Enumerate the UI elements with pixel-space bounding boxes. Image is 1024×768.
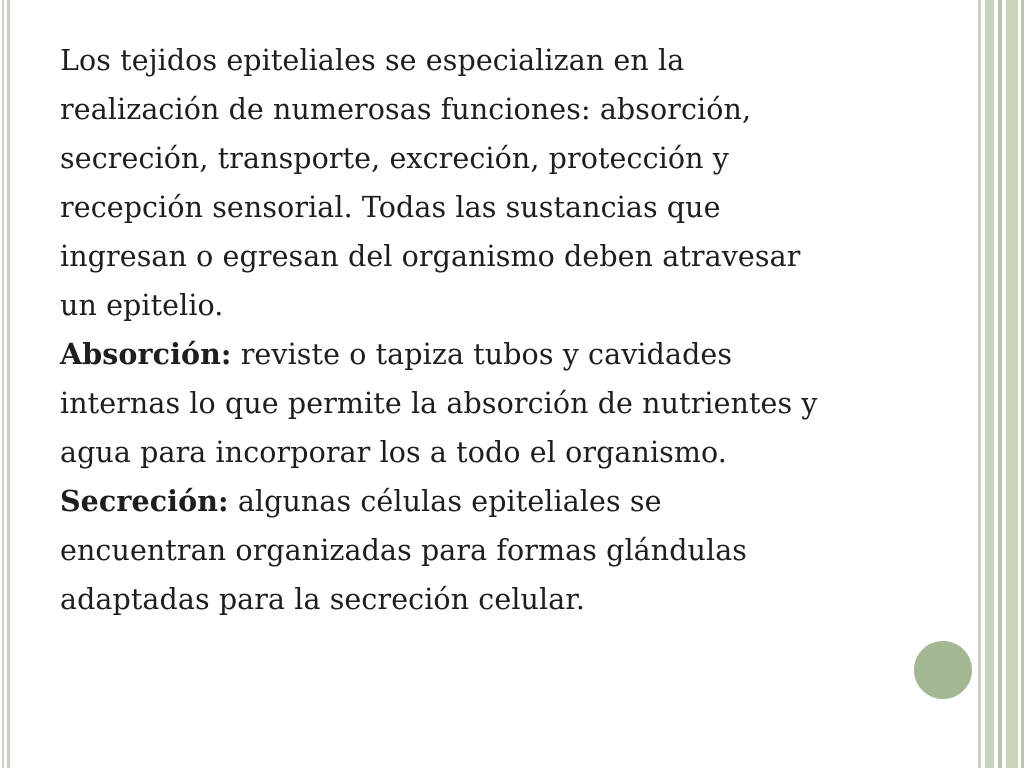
right-border-stripe bbox=[985, 0, 994, 768]
secrecion-text: algunas células epiteliales se bbox=[228, 485, 662, 518]
intro-line-2: realización de numerosas funciones: absorción, bbox=[60, 93, 752, 126]
absorcion-text: reviste o tapiza tubos y cavidades bbox=[231, 338, 733, 371]
intro-line-4: recepción sensorial. Todas las sustancias que bbox=[60, 191, 721, 224]
absorcion-line-1 bbox=[60, 330, 920, 379]
secrecion-line-3: adaptadas para la secreción celular. bbox=[60, 583, 586, 616]
intro-line-3: secreción, transporte, excreción, protección y bbox=[60, 142, 729, 175]
secrecion-line-1 bbox=[60, 477, 920, 526]
intro-line-1: Los tejidos epiteliales se especializan en la bbox=[60, 44, 685, 77]
absorcion-line-2: internas lo que permite la absorción de nutrientes y bbox=[60, 387, 818, 420]
right-border-stripe bbox=[998, 0, 1002, 768]
secrecion-term: Secreción: bbox=[60, 484, 229, 518]
secrecion-line-2: encuentran organizadas para formas glándulas bbox=[60, 534, 748, 567]
right-border-stripe bbox=[1006, 0, 1018, 768]
intro-line-5: ingresan o egresan del organismo deben atravesar bbox=[60, 240, 801, 273]
slide-body-text bbox=[60, 36, 920, 624]
intro-line-6: un epitelio. bbox=[60, 289, 224, 322]
left-border-line bbox=[2, 0, 4, 768]
left-border-line bbox=[7, 0, 10, 768]
absorcion-term: Absorción: bbox=[60, 337, 232, 371]
absorcion-line-3: agua para incorporar los a todo el organismo. bbox=[60, 436, 727, 469]
decorative-circle bbox=[912, 639, 974, 701]
right-border-stripe bbox=[978, 0, 981, 768]
